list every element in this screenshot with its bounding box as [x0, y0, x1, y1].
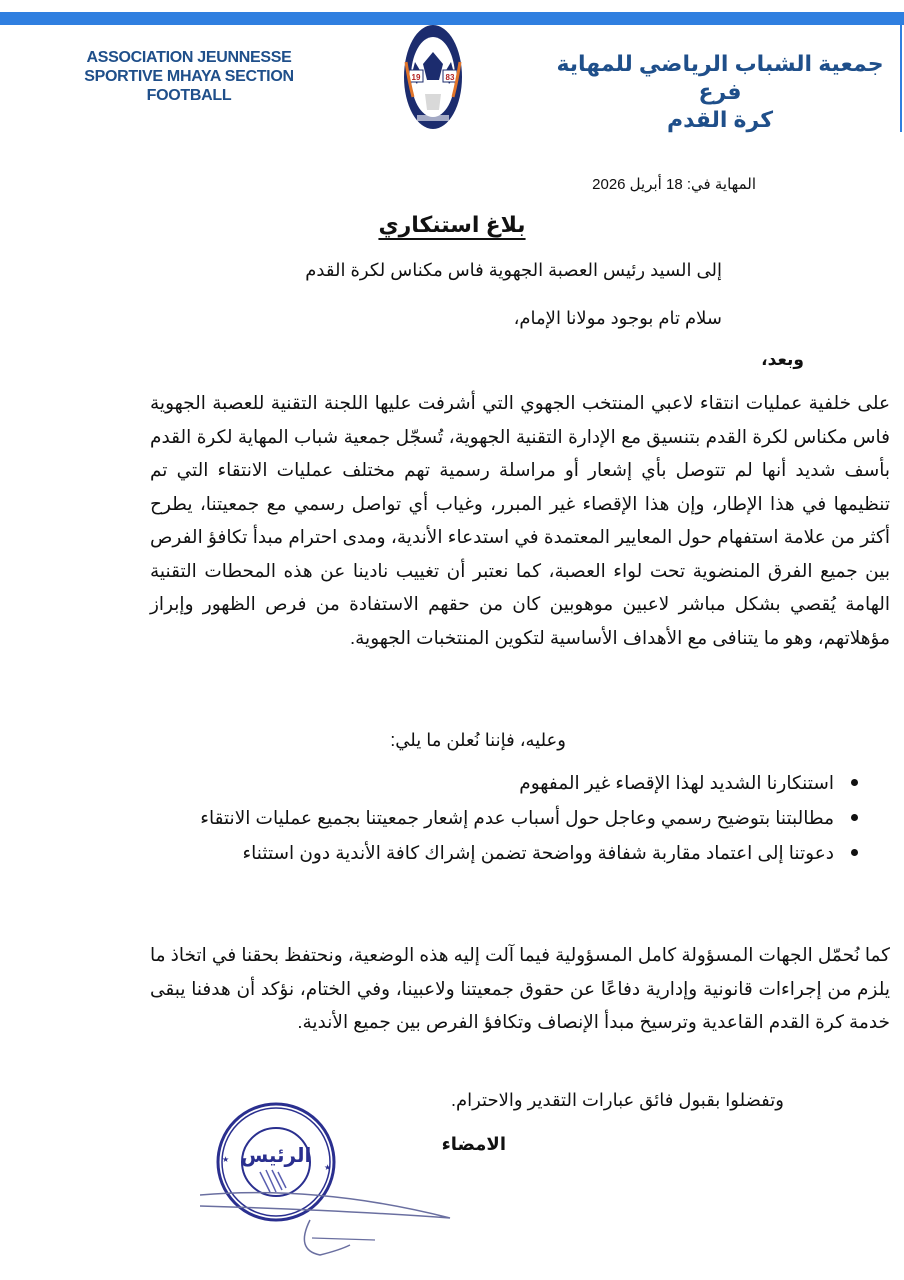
org-name-french [58, 48, 320, 105]
org-name-fr-line: SPORTIVE MHAYA SECTION [84, 68, 294, 85]
demands-list [152, 766, 864, 871]
list-item [152, 801, 864, 834]
closing-line: وتفضلوا بقبول فائق عبارات التقدير والاحترام. [450, 1090, 784, 1110]
club-crest-icon [403, 22, 463, 132]
org-name-ar-line: كرة القدم [666, 107, 774, 132]
bullet-icon [851, 814, 858, 821]
bullet-icon [851, 779, 858, 786]
salutation: وبعد، [761, 350, 804, 369]
greeting: سلام تام بوجود مولانا الإمام، [513, 308, 722, 328]
announcement-line: وعليه، فإننا نُعلن ما يلي: [390, 730, 566, 750]
list-item [152, 766, 864, 799]
svg-text:★: ★ [222, 1155, 230, 1164]
body-paragraph-2: كما نُحمّل الجهات المسؤولة كامل المسؤولية فيما آلت إليه هذه الوضعية، ونحتفظ بحقنا في اتخاذ ما يلزم من إجراءات قانونية وإدارية دفاعًا عن حقوق جمعيتنا ولاعبينا، وفي الختام، نؤكد أن هدفنا يبقى خدمة كرة القدم القاعدية وترسيخ مبدأ الإنصاف وتكافؤ الفرص بين جميع الأندية. [149, 944, 890, 1032]
org-name-fr-line: FOOTBALL [146, 87, 232, 104]
list-item-text: مطالبتنا بتوضيح رسمي وعاجل حول أسباب عدم إشعار جمعيتنا بجميع عمليات الانتقاء [200, 807, 834, 828]
svg-text:★: ★ [324, 1163, 332, 1172]
list-item-text: دعوتنا إلى اعتماد مقاربة شفافة وواضحة تضمن إشراك كافة الأندية دون استثناء [242, 842, 834, 863]
org-name-ar-line: جمعية الشباب الرياضي للمهاية فرع [556, 51, 884, 104]
signature-label: الامضاء [441, 1134, 506, 1154]
addressee: إلى السيد رئيس العصبة الجهوية فاس مكناس لكرة القدم [305, 260, 722, 280]
letter-title [0, 212, 904, 238]
stamp-center-text: الرئيس [240, 1143, 312, 1167]
letter-date: المهاية في: 18 أبريل 2026 [592, 176, 756, 193]
list-item-text: استنكارنا الشديد لهذا الإقصاء غير المفهوم [519, 772, 834, 793]
svg-text:83: 83 [445, 73, 455, 82]
official-stamp-icon [200, 1100, 460, 1270]
svg-text:19: 19 [411, 73, 421, 82]
header-side-rule [900, 12, 902, 132]
bullet-icon [851, 849, 858, 856]
org-name-arabic [550, 50, 890, 134]
body-paragraph-1: على خلفية عمليات انتقاء لاعبي المنتخب الجهوي التي أشرفت عليها اللجنة التقنية للعصبة الجهوية فاس مكناس لكرة القدم بتنسيق مع الإدارة التقنية الجهوية، تُسجّل جمعية شباب المهاية لكرة القدم بأسف شديد أنها لم تتوصل بأي إشعار أو مراسلة رسمية تهم مختلف عمليات الانتقاء التي تم تنظيمها في هذا الإطار، وإن هذا الإقصاء غير المبرر، وغياب أي تواصل رسمي مع جمعيتنا، يطرح أكثر من علامة استفهام حول المعايير المعتمدة في استدعاء الأندية، ومدى احترام مبدأ تكافؤ الفرص بين جميع الفرق المنضوية تحت لواء العصبة، كما نعتبر أن تغييب نادينا عن هذه المحطات التقنية الهامة يُقصي بشكل مباشر لاعبين موهوبين كان من حقهم الاستفادة من فرص الظهور وإبراز مؤهلاتهم، وهو ما يتنافى مع الأهداف الأساسية لتكوين المنتخبات الجهوية. [150, 392, 890, 648]
letter-title-text: بلاغ استنكاري [378, 212, 526, 237]
list-item [152, 836, 864, 869]
org-name-fr-line: ASSOCIATION JEUNNESSE [86, 49, 292, 66]
